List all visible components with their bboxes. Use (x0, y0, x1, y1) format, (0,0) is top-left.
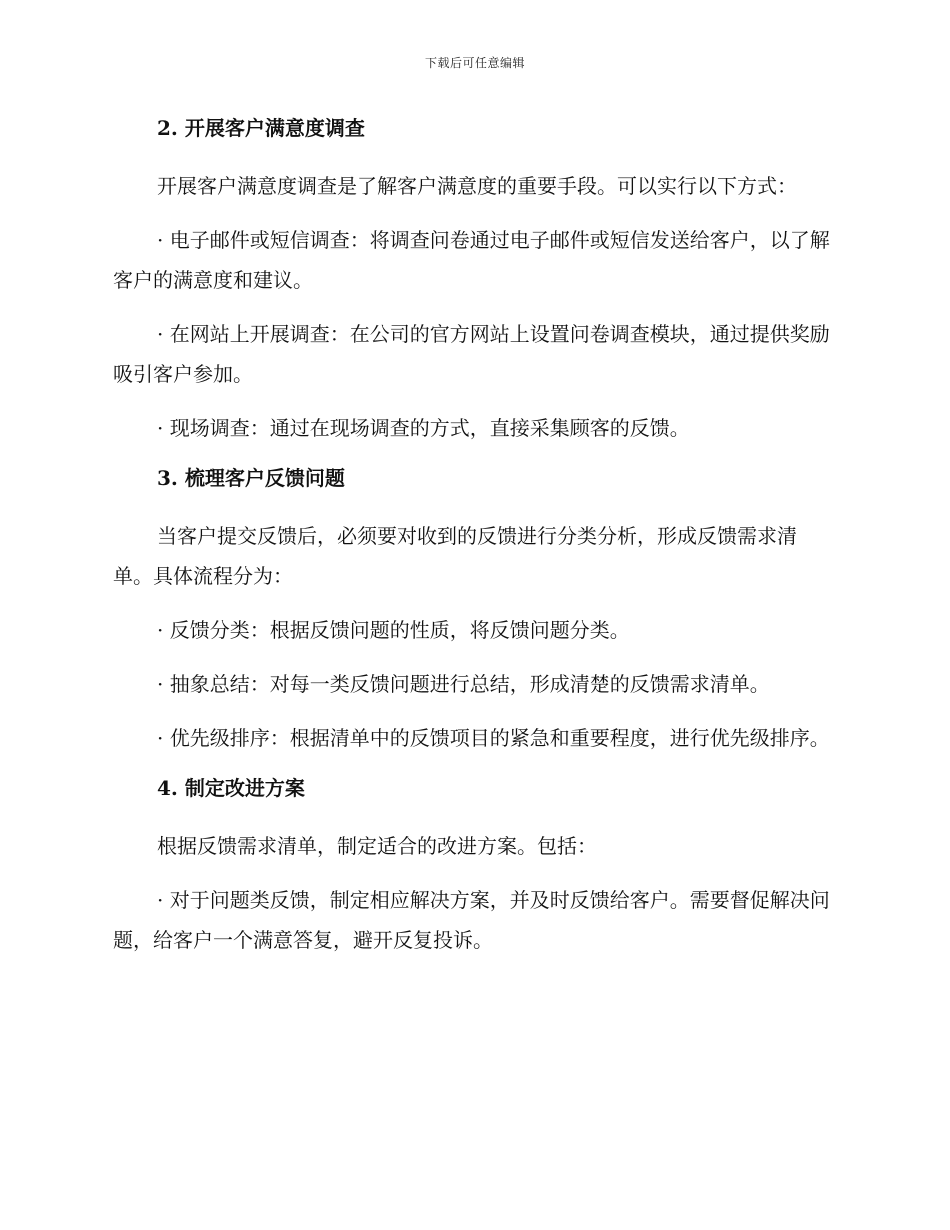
section-improvement-plan (113, 772, 835, 960)
page-header: 下载后可任意编辑 (424, 56, 525, 70)
paragraph: 开展客户满意度调查是了解客户满意度的重要手段。可以实行以下方式： (157, 174, 797, 198)
bullet-paragraph: · 在网站上开展调查：在公司的官方网站上设置问卷调查模块，通过提供奖励吸引客户参加。 (113, 322, 830, 386)
bullet-paragraph: · 抽象总结：对每一类反馈问题进行总结，形成清楚的反馈需求清单。 (157, 672, 770, 696)
document-body (113, 112, 835, 974)
section-customer-survey (113, 112, 835, 448)
section-feedback-issues (113, 462, 835, 758)
bullet-paragraph: · 反馈分类：根据反馈问题的性质，将反馈问题分类。 (157, 618, 630, 642)
bullet-paragraph: · 现场调查：通过在现场调查的方式，直接采集顾客的反馈。 (157, 416, 690, 440)
section-heading: 2. 开展客户满意度调查 (157, 116, 365, 140)
section-heading: 3. 梳理客户反馈问题 (157, 466, 345, 490)
section-heading: 4. 制定改进方案 (157, 776, 305, 800)
bullet-paragraph: · 电子邮件或短信调查：将调查问卷通过电子邮件或短信发送给客户，以了解客户的满意度和建议。 (113, 228, 830, 292)
paragraph: 根据反馈需求清单，制定适合的改进方案。包括： (157, 834, 597, 858)
bullet-paragraph: · 对于问题类反馈，制定相应解决方案，并及时反馈给客户。需要督促解决问题，给客户一个满意答复，避开反复投诉。 (113, 888, 830, 952)
bullet-paragraph: · 优先级排序：根据清单中的反馈项目的紧急和重要程度，进行优先级排序。 (157, 726, 830, 750)
paragraph: 当客户提交反馈后，必须要对收到的反馈进行分类分析，形成反馈需求清单。具体流程分为： (113, 524, 797, 588)
